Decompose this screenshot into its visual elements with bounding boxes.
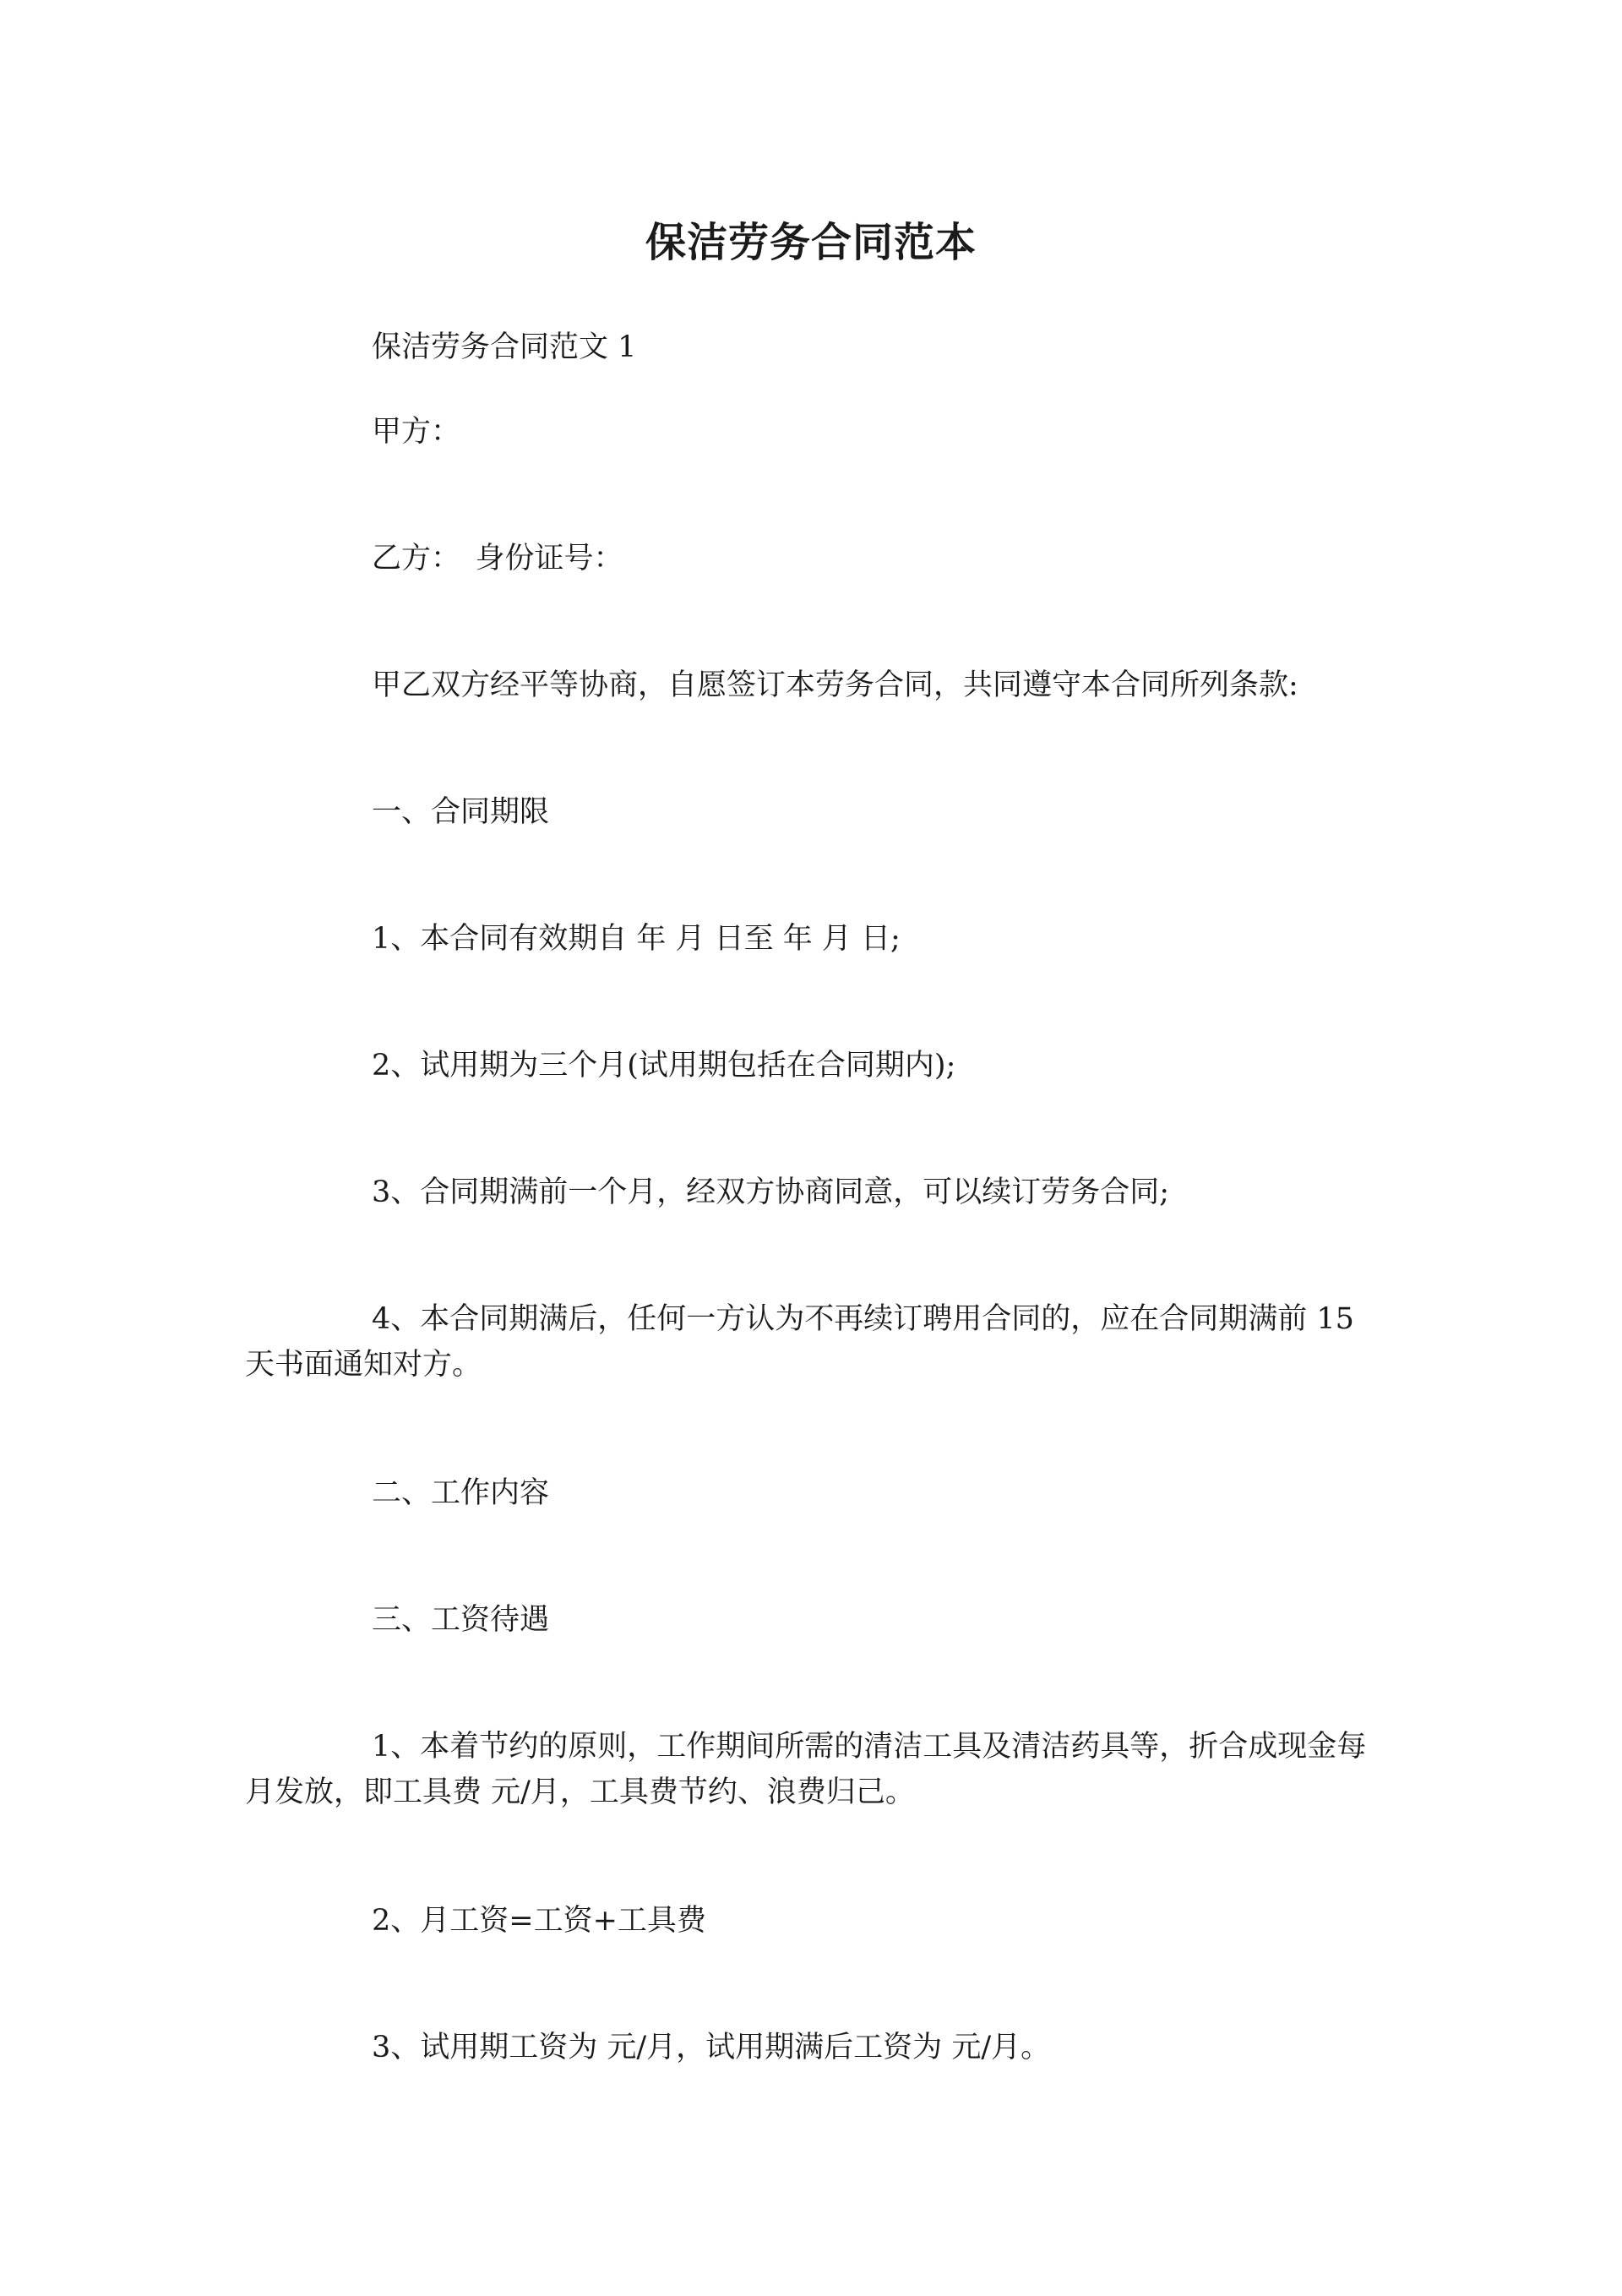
term-item-1: 1、本合同有效期自 年 月 日至 年 月 日; <box>372 922 901 956</box>
section-heading-work: 二、工作内容 <box>372 1476 550 1510</box>
wage-item-3: 3、试用期工资为 元/月，试用期满后工资为 元/月。 <box>372 2031 1051 2064</box>
section-heading-term: 一、合同期限 <box>372 795 550 829</box>
party-a-label: 甲方： <box>372 415 461 449</box>
section-heading-wages: 三、工资待遇 <box>372 1603 550 1637</box>
document-subtitle: 保洁劳务合同范文 1 <box>372 330 637 364</box>
party-b-label: 乙方： 身份证号： <box>372 542 623 575</box>
term-item-2: 2、试用期为三个月(试用期包括在合同期内); <box>372 1049 956 1083</box>
wage-item-2: 2、月工资=工资+工具费 <box>372 1904 706 1938</box>
term-item-4: 4、本合同期满后，任何一方认为不再续订聘用合同的，应在合同期满前 15 天书面通知对方。 <box>245 1302 1354 1382</box>
document-title: 保洁劳务合同范本 <box>645 219 977 266</box>
wage-item-1: 1、本着节约的原则，工作期间所需的清洁工具及清洁药具等，折合成现金每月发放，即工具费 元/月，工具费节约、浪费归己。 <box>245 1730 1367 1809</box>
preamble-paragraph: 甲乙双方经平等协商，自愿签订本劳务合同，共同遵守本合同所列条款: <box>372 668 1298 702</box>
term-item-3: 3、合同期满前一个月，经双方协商同意，可以续订劳务合同; <box>372 1175 1170 1209</box>
